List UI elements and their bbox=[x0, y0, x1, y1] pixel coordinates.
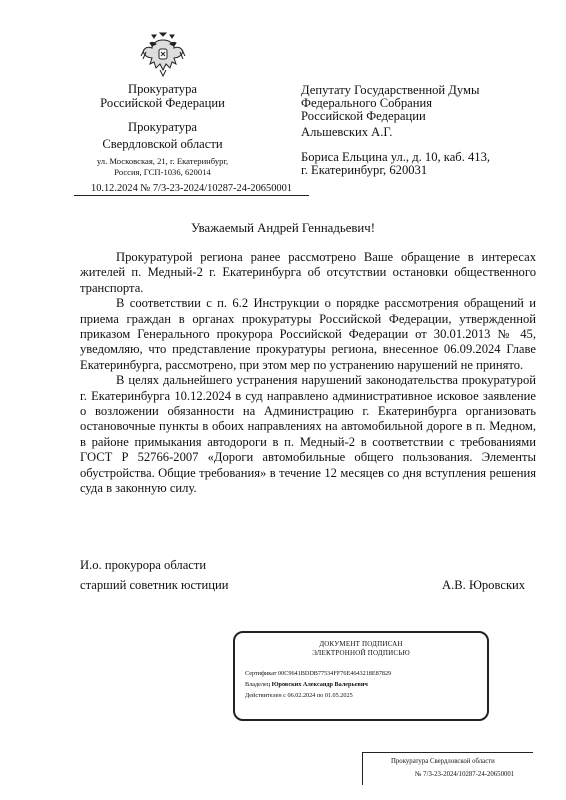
recipient-address-line: Бориса Ельцина ул., д. 10, каб. 413, bbox=[301, 150, 491, 164]
stamp-owner-name: Юровских Александр Валерьевич bbox=[271, 681, 368, 688]
sender-org-line: Прокуратура bbox=[127, 82, 197, 96]
registration-number: 10.12.2024 № 7/3-23-2024/10287-24-20650001 bbox=[74, 183, 309, 196]
greeting: Уважаемый Андрей Геннадьевич! bbox=[191, 221, 375, 235]
signature-position: И.о. прокурора области bbox=[80, 558, 207, 572]
footer-number: № 7/3-23-2024/10287-24-20650001 bbox=[415, 771, 515, 778]
sender-org-line: Российской Федерации bbox=[100, 96, 225, 110]
sender-address-line: ул. Московская, 21, г. Екатеринбург, bbox=[96, 156, 229, 166]
sender-address-line: Россия, ГСП-1036, 620014 bbox=[114, 166, 211, 177]
signature-name: А.В. Юровских bbox=[442, 578, 526, 592]
footer-org: Прокуратура Свердловской области bbox=[391, 758, 495, 765]
sender-org-russia bbox=[70, 82, 255, 110]
electronic-signature-stamp bbox=[233, 631, 489, 721]
stamp-owner bbox=[245, 681, 368, 689]
letter-body bbox=[80, 250, 536, 497]
stamp-owner-label: Владелец bbox=[245, 681, 271, 688]
stamp-validity: Действителен с 06.02.2024 по 01.05.2025 bbox=[245, 692, 353, 699]
recipient-position bbox=[301, 84, 541, 123]
recipient-address-line: г. Екатеринбург, 620031 bbox=[301, 163, 428, 177]
body-paragraph: Прокуратурой региона ранее рассмотрено Ваше обращение в интересах жителей п. Медный-2 г. Екатеринбурга об отсутствии остановки общественного транспорта. bbox=[80, 250, 536, 295]
sender-address bbox=[70, 156, 255, 177]
footer-registration-box bbox=[362, 752, 533, 785]
recipient-address bbox=[301, 151, 541, 177]
stamp-title bbox=[235, 640, 487, 658]
stamp-certificate: Сертификат 00C9641BDDB77534FF76E4643218E87829 bbox=[245, 670, 392, 677]
sender-org-line: Свердловской области bbox=[102, 137, 223, 151]
recipient-position-line: Российской Федерации bbox=[301, 109, 426, 123]
recipient-position-line: Депутату Государственной Думы bbox=[301, 83, 480, 97]
recipient-position-line: Федерального Собрания bbox=[301, 96, 432, 110]
stamp-title-line: ДОКУМЕНТ ПОДПИСАН bbox=[319, 640, 403, 648]
signature-rank: старший советник юстиции bbox=[80, 578, 229, 592]
body-paragraph: В целях дальнейшего устранения нарушений законодательства прокуратурой г. Екатеринбурга 10.12.2024 в суд направлено административное исковое заявление о возложении обязанности на Администрацию г. Екатеринбурга организовать остановочные пункты в обоих направлениях на автомобильной дороге в п. Медном, в районе примыкания автодороги в п. Медный-2 в соответствии с требованиями ГОСТ Р 52766-2007 «Дороги автомобильные общего пользования. Элементы обустройства. Общие требования» в течение 12 месяцев со дня вступления решения суда в законную силу. bbox=[80, 373, 536, 496]
stamp-title-line: ЭЛЕКТРОННОЙ ПОДПИСЬЮ bbox=[312, 649, 410, 657]
body-paragraph: В соответствии с п. 6.2 Инструкции о порядке рассмотрения обращений и приема граждан в органах прокуратуры Российской Федерации, утвержденной приказом Генерального прокурора Российской Федерации от 30.01.2013 № 45, уведомляю, что представление прокуратуры региона, внесенное 06.09.2024 Главе Екатеринбурга, рассмотрено, при этом мер по устранению нарушений не принято. bbox=[80, 296, 536, 372]
recipient-name: Альшевских А.Г. bbox=[301, 125, 393, 139]
sender-org-region bbox=[70, 120, 255, 151]
sender-org-line: Прокуратура bbox=[127, 120, 197, 134]
coat-of-arms-emblem bbox=[140, 30, 186, 78]
